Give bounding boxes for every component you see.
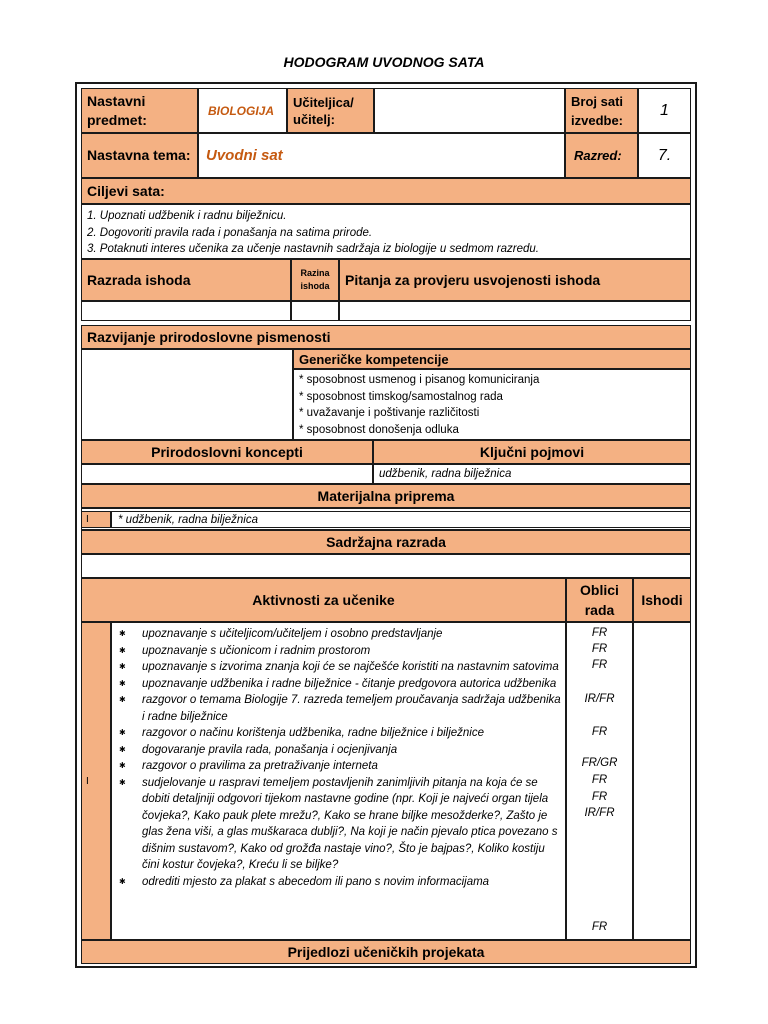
form-item: FR [591, 774, 608, 786]
key-terms-header: Ključni pojmovi [373, 440, 691, 464]
hours-label: Broj sati izvedbe: [565, 88, 638, 133]
competency-item: * sposobnost usmenog i pisanog komuniciranja [299, 374, 540, 386]
activity-item: ✱ razgovor o načinu korištenja udžbenika, radne bilježnice i bilježnice [112, 725, 565, 742]
competency-item: * sposobnost donošenja odluka [299, 423, 459, 436]
activities-header: Aktivnosti za učenike [81, 578, 566, 622]
grade-value: 7. [638, 133, 691, 178]
goal-item: 1. Upoznati udžbenik i radnu bilježnicu. [87, 210, 287, 222]
form-item: FR [591, 921, 608, 933]
subject-value [198, 88, 287, 133]
activities-marker: I [81, 622, 111, 940]
literacy-left-cell [81, 349, 293, 440]
lesson-plan-table [75, 82, 697, 968]
outcomes-column [633, 622, 691, 940]
pitanja-header: Pitanja za provjeru usvojenosti ishoda [339, 259, 691, 301]
form-item: IR/FR [584, 807, 615, 819]
generic-competencies-label: Generičke kompetencije [293, 349, 691, 369]
forms-header: Oblici rada [566, 578, 633, 622]
page-title: HODOGRAM UVODNOG SATA [283, 54, 485, 70]
topic-value [198, 133, 565, 178]
form-item: IR/FR [584, 693, 615, 705]
content-header: Sadržajna razrada [81, 530, 691, 554]
grade-label: Razred: [565, 133, 638, 178]
razrada-ishoda-header: Razrada ishoda [81, 259, 291, 301]
activity-item: ✱ sudjelovanje u raspravi temeljem postavljenih zanimljivih pitanja na koja će se dobiti detaljniji odgovori tijekom nastavne godine (npr. Koji je najveći organ tijela čovjeka?, Kako pauk plete mrežu?, Kako se hrane biljke mesožderke?, Zašto je glas žena viši, a glas muškaraca dublji?, Na koji je način pjevalo ptica povezano s dišnim sustavom?, Kako od grožđa nastaje vino?, Što je bajpas?, Koliko kostiju čini kostur čovjeka?, Kreću li se biljke? [112, 775, 565, 874]
concepts-header: Prirodoslovni koncepti [81, 440, 373, 464]
materials-marker: I [81, 511, 111, 528]
form-item: FR [591, 726, 608, 738]
materials-header: Materijalna priprema [81, 484, 691, 508]
form-item: FR [591, 659, 608, 671]
goal-item: 2. Dogovoriti pravila rada i ponašanja na satima prirode. [87, 226, 373, 239]
activity-item: ✱ upoznavanje s izvorima znanja koji će se najčešće koristiti na nastavnim satovima [112, 659, 565, 676]
activity-item: ✱ razgovor o temama Biologije 7. razreda temeljem proučavanja sadržaja udžbenika i radne bilježnice [112, 692, 565, 725]
razina-ishoda-header: Razina ishoda [291, 259, 339, 301]
activity-item: ✱ razgovor o pravilima za pretraživanje interneta [112, 758, 565, 775]
forms-column [566, 622, 633, 940]
pitanja-cell [339, 301, 691, 321]
razrada-ishoda-cell [81, 301, 291, 321]
form-item: FR [591, 627, 608, 639]
teacher-value [374, 88, 565, 133]
activity-item: ✱ upoznavanje s učiteljicom/učiteljem i osobno predstavljanje [112, 626, 565, 643]
activity-item: ✱ upoznavanje s učionicom i radnim prostorom [112, 643, 565, 660]
outcomes-header: Ishodi [633, 578, 691, 622]
literacy-label: Razvijanje prirodoslovne pismenosti [81, 325, 691, 349]
goals-label: Ciljevi sata: [81, 178, 691, 204]
goal-item: 3. Potaknuti interes učenika za učenje nastavnih sadržaja iz biologije u sedmom razredu. [87, 243, 539, 255]
materials-value: * udžbenik, radna bilježnica [111, 511, 691, 528]
content-cell [81, 554, 691, 578]
form-item: FR/GR [581, 757, 618, 769]
activities-list [112, 626, 565, 890]
key-terms-value: udžbenik, radna bilježnica [373, 464, 691, 484]
form-item: FR [591, 791, 608, 803]
projects-header: Prijedlozi učeničkih projekata [81, 940, 691, 964]
competencies-list [293, 369, 691, 440]
hours-value: 1 [638, 88, 691, 133]
activity-item: ✱ upoznavanje udžbenika i radne bilježnice - čitanje predgovora autorica udžbenika [112, 676, 565, 693]
activity-item: ✱ odrediti mjesto za plakat s abecedom ili pano s novim informacijama [112, 874, 565, 891]
competency-item: * uvažavanje i poštivanje različitosti [299, 407, 480, 419]
competency-item: * sposobnost timskog/samostalnog rada [299, 390, 503, 403]
concepts-cell [81, 464, 373, 484]
teacher-label: Učiteljica/ učitelj: [287, 88, 374, 133]
topic-label: Nastavna tema: [81, 133, 198, 178]
subject-value-text: BIOLOGIJA [208, 103, 275, 118]
topic-value-text: Uvodni sat [206, 147, 283, 164]
activity-item: ✱ dogovaranje pravila rada, ponašanja i ocjenjivanja [112, 742, 565, 759]
razina-ishoda-cell [291, 301, 339, 321]
goals-list [81, 204, 691, 259]
activities-list-cell [111, 622, 566, 940]
form-item: FR [591, 643, 608, 655]
subject-label: Nastavni predmet: [81, 88, 198, 133]
